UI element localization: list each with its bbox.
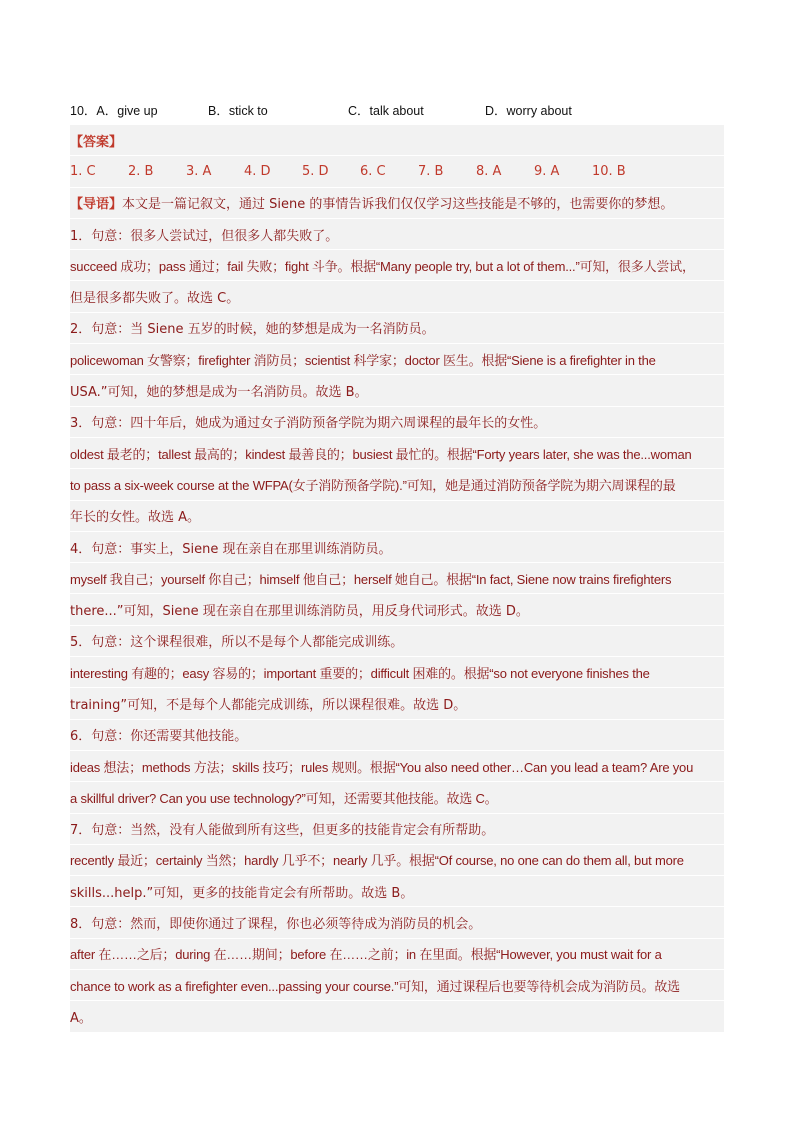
explanation-line: 5．句意：这个课程很难，所以不是每个人都能完成训练。: [70, 626, 724, 657]
answer-key: 1. C: [70, 163, 96, 179]
explanation-line: policewoman 女警察；firefighter 消防员；scientist 科学家；doctor 医生。根据“Siene is a firefighter in the: [70, 344, 724, 375]
explanation-line: succeed 成功；pass 通过；fail 失败；fight 斗争。根据“Many people try, but a lot of them...”可知，很多人尝试，: [70, 250, 724, 281]
answer-key: 4. D: [244, 163, 271, 179]
answer-key: 7. B: [418, 163, 444, 179]
document-page: [70, 95, 724, 1033]
explanation-line: 但是很多都失败了。故选 C。: [70, 281, 724, 312]
explanation-line: 8．句意：然而，即使你通过了课程，你也必须等待成为消防员的机会。: [70, 907, 724, 938]
answer-key: 2. B: [128, 163, 154, 179]
explanation-line: interesting 有趣的；easy 容易的；important 重要的；difficult 困难的。根据“so not everyone finishes the: [70, 657, 724, 688]
answer-key: 5. D: [302, 163, 329, 179]
answer-keys: [70, 156, 724, 187]
question-10-options: [70, 95, 724, 125]
answer-key: 8. A: [476, 163, 502, 179]
explanation-line: a skillful driver? Can you use technology?”可知，还需要其他技能。故选 C。: [70, 782, 724, 813]
answer-key: 3. A: [186, 163, 212, 179]
explanation-line: myself 我自己；yourself 你自己；himself 他自己；herself 她自己。根据“In fact, Siene now trains firefighters: [70, 563, 724, 594]
explanation-line: 4．句意：事实上，Siene 现在亲自在那里训练消防员。: [70, 532, 724, 563]
explanation-line: recently 最近；certainly 当然；hardly 几乎不；nearly 几乎。根据“Of course, no one can do them all, but more: [70, 845, 724, 876]
answer-key: 9. A: [534, 163, 560, 179]
guide-label: 【导语】: [70, 197, 123, 213]
explanation-line: after 在……之后；during 在……期间；before 在……之前；in 在里面。根据“However, you must wait for a: [70, 939, 724, 970]
explanation-line: 2．句意：当 Siene 五岁的时候，她的梦想是成为一名消防员。: [70, 313, 724, 344]
explanation-line: 3．句意：四十年后，她成为通过女子消防预备学院为期六周课程的最年长的女性。: [70, 407, 724, 438]
guide-line: [70, 188, 724, 219]
answer-key: 10. B: [592, 163, 626, 179]
explanation-line: 年长的女性。故选 A。: [70, 501, 724, 532]
explanation-line: ideas 想法；methods 方法；skills 技巧；rules 规则。根据“You also need other…Can you lead a team? Are you: [70, 751, 724, 782]
question-10-option-d: D．worry about: [485, 104, 572, 118]
question-10-option-b: B．stick to: [208, 104, 268, 118]
explanation-line: USA.”可知，她的梦想是成为一名消防员。故选 B。: [70, 375, 724, 406]
explanation-line: 6．句意：你还需要其他技能。: [70, 720, 724, 751]
question-10-option-a: 10．A．give up: [70, 104, 158, 118]
guide-text: 本文是一篇记叙文，通过 Siene 的事情告诉我们仅仅学习这些技能是不够的，也需要你的梦想。: [122, 197, 674, 213]
explanation-line: A。: [70, 1001, 724, 1032]
explanation-line: chance to work as a firefighter even...passing your course.”可知，通过课程后也要等待机会成为消防员。故选: [70, 970, 724, 1001]
answer-panel: [70, 125, 724, 1033]
explanation-line: training”可知，不是每个人都能完成训练，所以课程很难。故选 D。: [70, 688, 724, 719]
explanation-line: oldest 最老的；tallest 最高的；kindest 最善良的；busiest 最忙的。根据“Forty years later, she was the...woman: [70, 438, 724, 469]
explanation-line: 1．句意：很多人尝试过，但很多人都失败了。: [70, 219, 724, 250]
explanation-line: skills...help.”可知，更多的技能肯定会有所帮助。故选 B。: [70, 876, 724, 907]
answer-key: 6. C: [360, 163, 386, 179]
explanation-line: 7．句意：当然，没有人能做到所有这些，但更多的技能肯定会有所帮助。: [70, 814, 724, 845]
answer-label: 【答案】: [70, 125, 724, 156]
explanation-line: to pass a six-week course at the WFPA(女子消防预备学院).”可知，她是通过消防预备学院为期六周课程的最: [70, 469, 724, 500]
explanation-line: there...”可知，Siene 现在亲自在那里训练消防员，用反身代词形式。故选 D。: [70, 594, 724, 625]
question-10-option-c: C．talk about: [348, 104, 424, 118]
